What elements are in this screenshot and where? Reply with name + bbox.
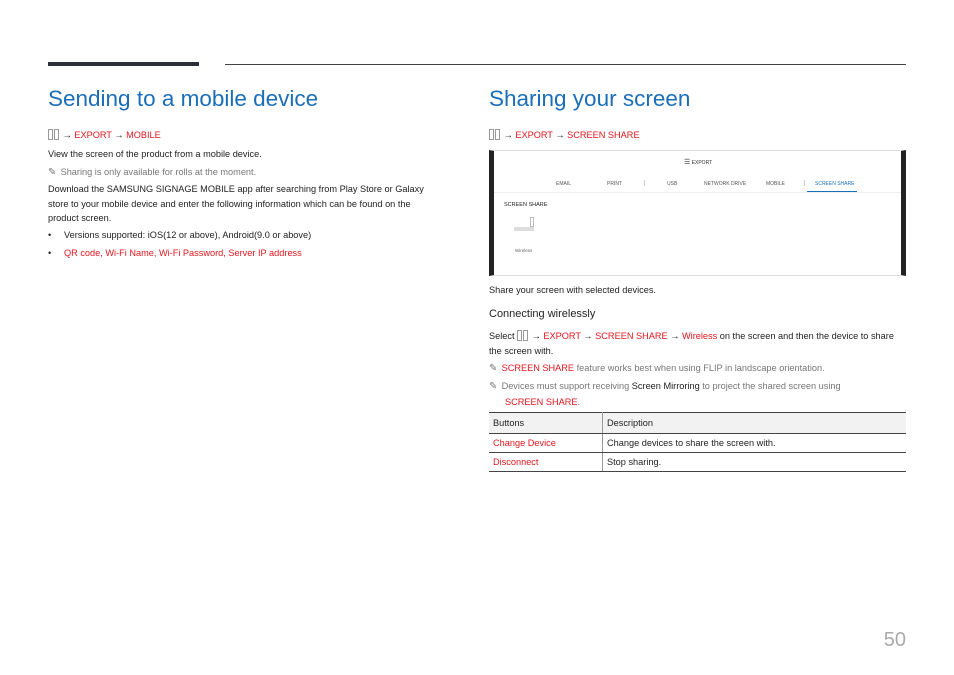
menu-lines-icon: ☰ (684, 159, 691, 166)
arrow: → (583, 331, 593, 341)
table-row (489, 434, 906, 453)
select-line2: the screen with. (489, 345, 554, 356)
menu-icon (517, 330, 529, 342)
table-row (489, 453, 906, 472)
path-mobile: MOBILE (126, 130, 161, 140)
arrow: → (503, 130, 513, 140)
header-description: Description (603, 413, 907, 434)
left-bullet-2 (48, 246, 302, 261)
arrow: → (114, 130, 124, 140)
path-export: EXPORT (543, 331, 581, 341)
pencil-note-icon: ✎ (489, 363, 498, 374)
wireless-label: Wireless (515, 248, 533, 253)
arrow: → (62, 130, 72, 140)
buttons-table (489, 412, 906, 472)
row-button-name: Change Device (489, 434, 603, 453)
tab-print[interactable]: PRINT (607, 181, 622, 187)
note-text: Sharing is only available for rolls at the moment. (60, 167, 257, 177)
right-desc: Share your screen with selected devices. (489, 285, 656, 295)
tab-usb[interactable]: USB (667, 181, 678, 187)
page-number: 50 (883, 629, 906, 651)
note2-end: . (577, 396, 581, 407)
bullet-icon: • (48, 230, 52, 240)
tab-network-drive[interactable]: NETWORK DRIVE (704, 181, 747, 187)
bullet-icon: • (48, 248, 52, 258)
tab-screen-share[interactable]: SCREEN SHARE (815, 181, 855, 187)
download-line2: store to your mobile device and enter the following information which can be found on the (48, 198, 411, 209)
left-download-paragraph (48, 182, 458, 226)
row-description: Change devices to share the screen with. (603, 434, 907, 453)
note1-text: feature works best when using FLIP in landscape orientation. (574, 363, 825, 373)
header-bar-thin (225, 64, 906, 65)
path-screen-share: SCREEN SHARE (595, 331, 668, 341)
arrow: → (531, 331, 541, 341)
pencil-note-icon: ✎ (489, 381, 498, 392)
menu-icon (48, 129, 60, 141)
right-menu-path (489, 128, 640, 143)
left-desc: View the screen of the product from a mobile device. (48, 149, 262, 159)
note2-keyword: SCREEN SHARE (505, 396, 578, 407)
tab-mobile[interactable]: MOBILE (766, 181, 785, 187)
path-screen-share: SCREEN SHARE (567, 130, 640, 140)
wireless-icon[interactable] (514, 217, 534, 233)
path-wireless: Wireless (681, 331, 718, 341)
download-line3: product screen. (48, 213, 112, 223)
left-title: Sending to a mobile device (48, 86, 319, 111)
bullet-text: QR code, Wi-Fi Name, Wi-Fi Password, Server IP address (64, 248, 302, 258)
mock-section-title: SCREEN SHARE (504, 202, 548, 208)
arrow: → (555, 130, 565, 140)
select-prefix: Select (489, 331, 518, 341)
header-buttons: Buttons (489, 413, 603, 434)
tab-email[interactable]: EMAIL (556, 181, 572, 187)
note2-screen-mirroring: Screen Mirroring (631, 381, 700, 391)
select-suffix: on the screen and then the device to share (717, 331, 894, 341)
screen-share-mock (489, 150, 906, 276)
download-suffix: app after searching from Play Store or Galaxy (234, 184, 424, 194)
mock-header (684, 158, 712, 166)
arrow: → (670, 331, 680, 341)
right-note-1 (489, 361, 825, 377)
note1-keyword: SCREEN SHARE (501, 363, 575, 373)
tab-divider (804, 180, 805, 186)
mock-header-label: EXPORT (691, 160, 713, 166)
download-prefix: Download the (48, 184, 107, 194)
right-title: Sharing your screen (489, 86, 691, 111)
left-bullet-1 (48, 228, 311, 243)
tab-bar-separator (494, 192, 901, 193)
right-note-2 (489, 379, 909, 409)
left-note (48, 165, 256, 181)
left-menu-path (48, 128, 161, 143)
note2-text-a: Devices must support receiving (501, 381, 632, 391)
tab-divider (644, 180, 645, 186)
menu-icon (489, 129, 501, 141)
select-paragraph (489, 329, 909, 358)
bullet-text: Versions supported: iOS(12 or above), Android(9.0 or above) (64, 230, 312, 240)
table-header-row (489, 413, 906, 434)
download-app-name: SAMSUNG SIGNAGE MOBILE (106, 184, 235, 194)
subheading: Connecting wirelessly (489, 308, 596, 320)
pencil-note-icon: ✎ (48, 167, 57, 178)
row-description: Stop sharing. (603, 453, 907, 472)
header-bar-thick (48, 62, 199, 66)
note2-text-c: to project the shared screen using (699, 381, 841, 391)
path-export: EXPORT (74, 130, 112, 140)
path-export: EXPORT (515, 130, 553, 140)
row-button-name: Disconnect (489, 453, 603, 472)
